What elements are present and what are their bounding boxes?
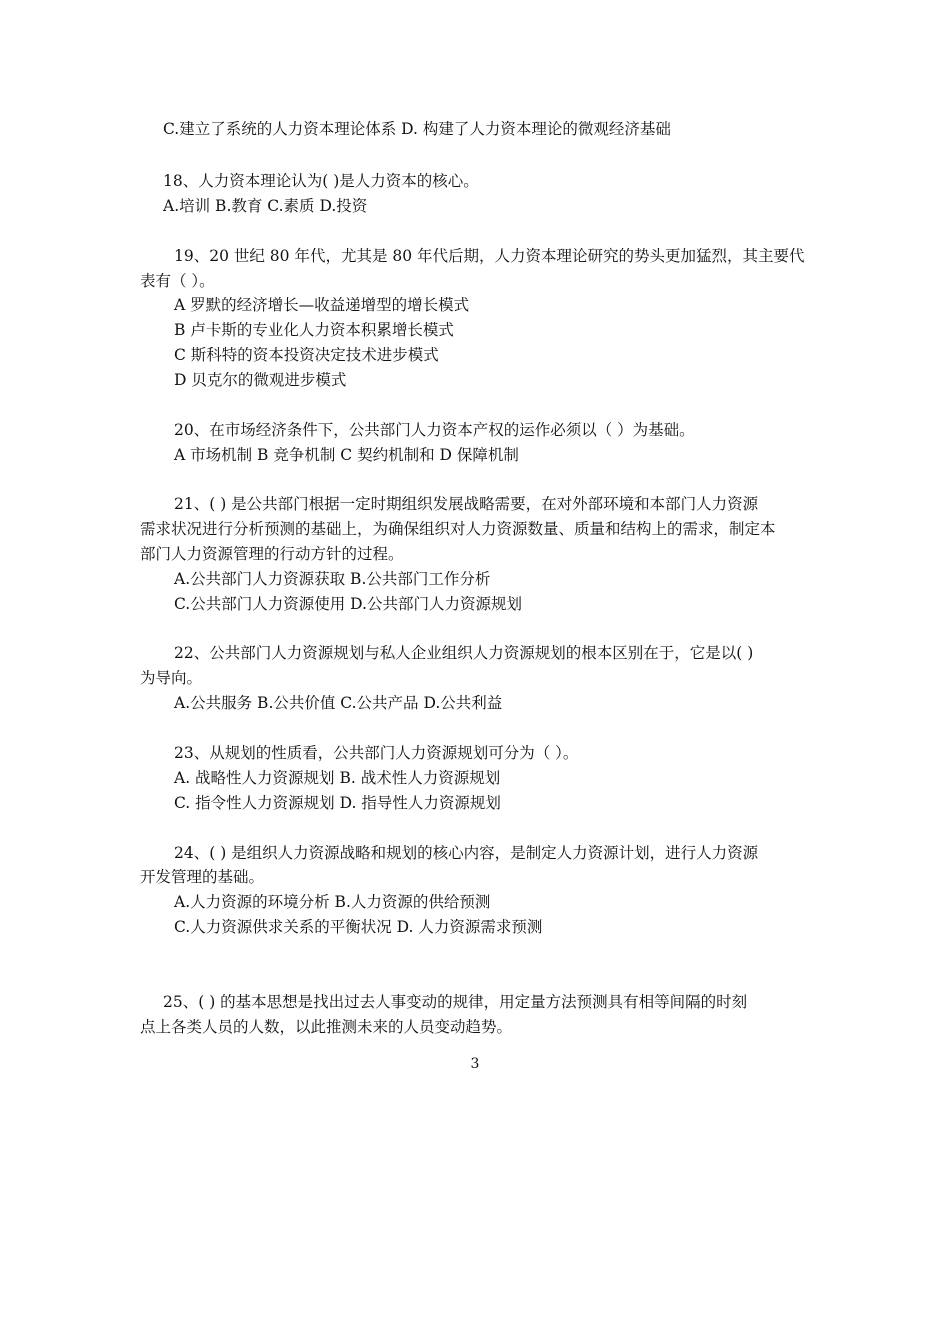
question-24-options-cd: C.人力资源供求关系的平衡状况 D. 人力资源需求预测 (174, 918, 543, 936)
question-21-options-ab: A.公共部门人力资源获取 B.公共部门工作分析 (174, 570, 491, 588)
question-18-stem: 18、人力资本理论认为( )是人力资本的核心。 (163, 172, 479, 190)
question-25-stem-line-2: 点上各类人员的人数，以此推测未来的人员变动趋势。 (140, 1018, 513, 1036)
question-22-options: A.公共服务 B.公共价值 C.公共产品 D.公共利益 (174, 694, 503, 712)
question-21-stem-line-2: 需求状况进行分析预测的基础上，为确保组织对人力资源数量、质量和结构上的需求，制定本 (140, 520, 776, 538)
question-21-stem-line-1: 21、( ) 是公共部门根据一定时期组织发展战略需要，在对外部环境和本部门人力资源 (174, 495, 759, 513)
question-19-stem-line-1: 19、20 世纪 80 年代，尤其是 80 年代后期，人力资本理论研究的势头更加猛烈，其主要代 (174, 247, 805, 265)
question-24-stem-line-2: 开发管理的基础。 (140, 868, 265, 886)
question-19-option-b: B 卢卡斯的专业化人力资本积累增长模式 (174, 321, 454, 339)
question-22-stem-line-1: 22、公共部门人力资源规划与私人企业组织人力资源规划的根本区别在于，它是以( ) (174, 644, 754, 662)
question-19-option-a: A 罗默的经济增长—收益递增型的增长模式 (174, 296, 470, 314)
question-23-options-ab: A. 战略性人力资源规划 B. 战术性人力资源规划 (174, 769, 501, 787)
question-19-option-c: C 斯科特的资本投资决定技术进步模式 (174, 346, 439, 364)
question-23-options-cd: C. 指令性人力资源规划 D. 指导性人力资源规划 (174, 794, 501, 812)
question-18-options: A.培训 B.教育 C.素质 D.投资 (163, 197, 368, 215)
question-21-options-cd: C.公共部门人力资源使用 D.公共部门人力资源规划 (174, 595, 522, 613)
question-19-option-d: D 贝克尔的微观进步模式 (174, 371, 347, 389)
question-20-stem: 20、在市场经济条件下，公共部门人力资本产权的运作必须以（ ）为基础。 (174, 421, 695, 439)
question-21-stem-line-3: 部门人力资源管理的行动方针的过程。 (140, 545, 404, 563)
question-22-stem-line-2: 为导向。 (140, 669, 203, 687)
question-17-options-cd: C.建立了系统的人力资本理论体系 D. 构建了人力资本理论的微观经济基础 (163, 120, 671, 138)
question-19-stem-line-2: 表有（ ）。 (140, 272, 215, 290)
page-number: 3 (470, 1056, 480, 1072)
question-25-stem-line-1: 25、( ) 的基本思想是找出过去人事变动的规律，用定量方法预测具有相等间隔的时刻 (163, 993, 748, 1011)
question-24-stem-line-1: 24、( ) 是组织人力资源战略和规划的核心内容，是制定人力资源计划，进行人力资源 (174, 844, 759, 862)
question-24-options-ab: A.人力资源的环境分析 B.人力资源的供给预测 (174, 893, 491, 911)
question-23-stem: 23、从规划的性质看，公共部门人力资源规划可分为（ ）。 (174, 744, 579, 762)
question-20-options: A 市场机制 B 竞争机制 C 契约机制和 D 保障机制 (174, 446, 519, 464)
